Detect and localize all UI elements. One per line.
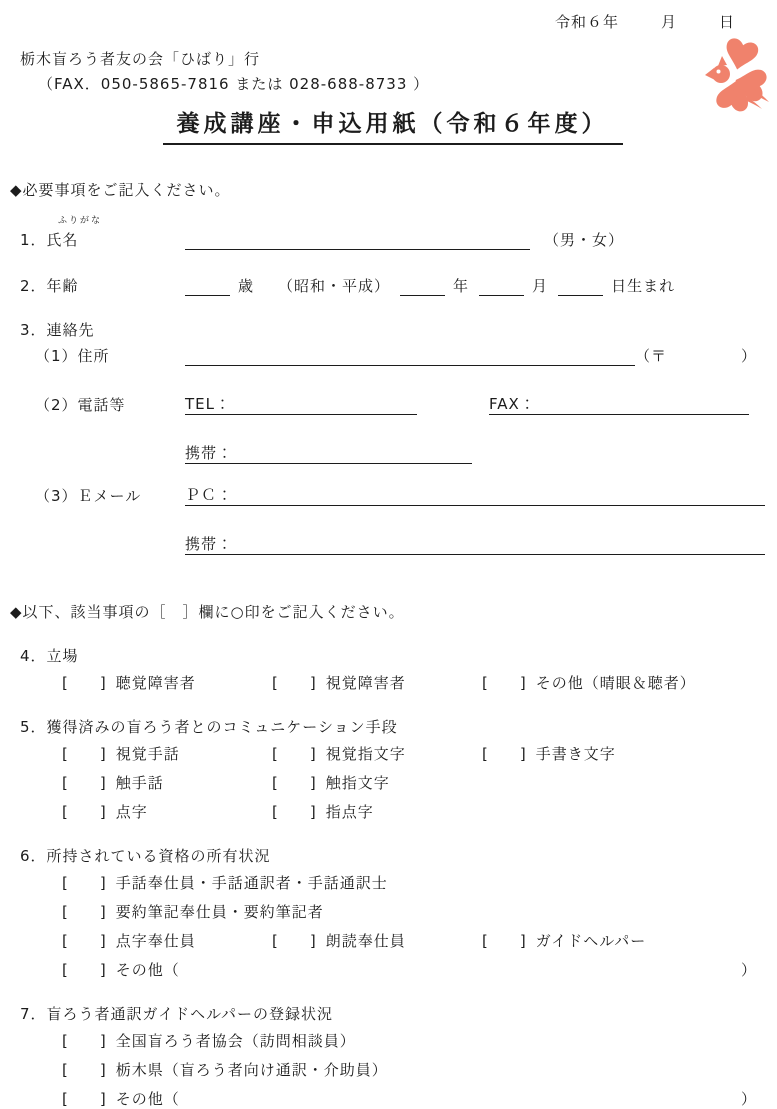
phone-label: （2）電話等 (35, 396, 126, 414)
q5-row-2 (62, 773, 765, 793)
q7-other-row (62, 1089, 765, 1109)
q7-heading: 7．盲ろう者通訳ガイドヘルパーの登録状況 (20, 1005, 334, 1023)
q2-label: 2．年齢 (20, 277, 79, 295)
era-options: （昭和・平成） (278, 277, 391, 295)
fax-field[interactable] (489, 393, 749, 415)
option-visual-fingerspelling: [ ] 視覚指文字 (272, 745, 406, 763)
month-unit-label: 月 (532, 277, 549, 295)
q1-name-row (20, 216, 765, 250)
q3-email-mobile-row (20, 533, 765, 555)
option-national-deafblind-association: [ ] 全国盲ろう者協会（訪問相談員） (62, 1032, 356, 1050)
address-field[interactable] (185, 346, 635, 366)
gender-options: （男・女） (544, 231, 625, 249)
age-field[interactable] (185, 276, 230, 296)
fax-label: FAX： (489, 395, 536, 413)
option-finger-braille: [ ] 指点字 (272, 803, 374, 821)
option-braille-volunteer: [ ] 点字奉仕員 (62, 932, 196, 950)
checkbox-bracket[interactable]: [ ] (62, 1090, 107, 1108)
note-circle-applicable: ◆以下、該当事項の［ ］欄に○印をご記入ください。 (10, 603, 405, 621)
checkbox-bracket[interactable]: [ ] (482, 932, 527, 950)
day-label: 日 (718, 13, 735, 31)
age-unit-label: 歳 (238, 277, 255, 295)
option-hearing-impaired: [ ] 聴覚障害者 (62, 674, 196, 692)
q3-phone-row (20, 393, 765, 415)
q2-age-row (20, 276, 765, 296)
option-braille: [ ] 点字 (62, 803, 148, 821)
birth-month-field[interactable] (479, 276, 524, 296)
name-field[interactable] (185, 230, 530, 250)
q6-row-3 (62, 931, 765, 951)
checkbox-bracket[interactable]: [ ] (272, 774, 317, 792)
checkbox-bracket[interactable]: [ ] (62, 874, 107, 892)
mobile-email-field[interactable] (185, 533, 765, 555)
date-line (20, 12, 765, 32)
option-reading-volunteer: [ ] 朗読奉仕員 (272, 932, 406, 950)
option-other-sighted-hearing: [ ] その他（晴眼＆聴者） (482, 674, 696, 692)
checkbox-bracket[interactable]: [ ] (62, 803, 107, 821)
option-sign-language-interpreter: [ ] 手話奉仕員・手話通訳者・手話通訳士 (62, 874, 388, 892)
month-label: 月 (660, 13, 677, 31)
birth-day-field[interactable] (558, 276, 603, 296)
checkbox-bracket[interactable]: [ ] (62, 774, 107, 792)
option-tactile-sign-language: [ ] 触手話 (62, 774, 164, 792)
q5-row-3 (62, 802, 765, 822)
checkbox-bracket[interactable]: [ ] (482, 745, 527, 763)
note-fill-required: ◆必要事項をご記入ください。 (10, 181, 231, 199)
pc-email-field[interactable] (185, 484, 765, 506)
q6-row-2 (62, 902, 765, 922)
option-visual-sign-language: [ ] 視覚手話 (62, 745, 180, 763)
q4-options-row (62, 673, 765, 693)
option-tochigi-prefecture: [ ] 栃木県（盲ろう者向け通訳・介助員） (62, 1061, 388, 1079)
q6-row-1 (62, 873, 765, 893)
tel-label: TEL： (185, 395, 231, 413)
checkbox-bracket[interactable]: [ ] (272, 932, 317, 950)
q7-row-2 (62, 1060, 765, 1080)
checkbox-bracket[interactable]: [ ] (272, 803, 317, 821)
option-summary-scribe: [ ] 要約筆記奉仕員・要約筆記者 (62, 903, 324, 921)
addressee-line: 栃木盲ろう者友の会「ひばり」行 (20, 50, 261, 68)
checkbox-bracket[interactable]: [ ] (62, 674, 107, 692)
option-guide-helper: [ ] ガイドヘルパー (482, 932, 647, 950)
checkbox-bracket[interactable]: [ ] (62, 745, 107, 763)
checkbox-bracket[interactable]: [ ] (62, 1061, 107, 1079)
option-other-qualification: [ ] その他（ ） (62, 960, 765, 980)
q3-address-row (20, 346, 765, 366)
era-year-label: 令和６年 (554, 13, 619, 31)
birth-year-field[interactable] (400, 276, 445, 296)
year-unit-label: 年 (453, 277, 470, 295)
day-unit-label: 日生まれ (611, 277, 676, 295)
q1-label: 1．氏名 (20, 231, 79, 249)
postal-close-label: ） (740, 347, 757, 365)
checkbox-bracket[interactable]: [ ] (62, 932, 107, 950)
mobile-phone-label: 携帯： (185, 444, 234, 462)
q3-mobile-phone-row (20, 442, 765, 464)
mobile-phone-field[interactable] (185, 442, 472, 464)
q4-heading: 4．立場 (20, 647, 79, 665)
checkbox-bracket[interactable]: [ ] (62, 961, 107, 979)
checkbox-bracket[interactable]: [ ] (62, 903, 107, 921)
postal-open-label: （〒 (635, 347, 668, 365)
option-handwriting: [ ] 手書き文字 (482, 745, 616, 763)
q6-other-row (62, 960, 765, 980)
pc-email-label: ＰＣ： (185, 486, 234, 504)
option-tactile-fingerspelling: [ ] 触指文字 (272, 774, 390, 792)
q5-row-1 (62, 744, 765, 764)
fax-note: （FAX．050-5865-7816 または 028-688-8733 ） (38, 75, 430, 93)
checkbox-bracket[interactable]: [ ] (62, 1032, 107, 1050)
q7-row-1 (62, 1031, 765, 1051)
option-visually-impaired: [ ] 視覚障害者 (272, 674, 406, 692)
form-title: 養成講座・申込用紙（令和６年度） (163, 110, 623, 145)
tel-field[interactable] (185, 393, 417, 415)
paren-close-label: ） (740, 1090, 757, 1108)
q3-email-pc-row (20, 484, 765, 506)
q6-heading: 6．所持されている資格の所有状況 (20, 847, 271, 865)
option-other-registration: [ ] その他（ ） (62, 1089, 765, 1109)
q5-heading: 5．獲得済みの盲ろう者とのコミュニケーション手段 (20, 718, 398, 736)
checkbox-bracket[interactable]: [ ] (272, 745, 317, 763)
checkbox-bracket[interactable]: [ ] (482, 674, 527, 692)
furigana-label: ふりがな (58, 216, 103, 226)
checkbox-bracket[interactable]: [ ] (272, 674, 317, 692)
q3-heading: 3．連絡先 (20, 321, 95, 339)
email-label: （3）Ｅメール (35, 487, 142, 505)
mobile-email-label: 携帯： (185, 535, 234, 553)
paren-close-label: ） (740, 961, 757, 979)
hibari-bird-logo (705, 36, 769, 116)
address-label: （1）住所 (35, 347, 110, 365)
